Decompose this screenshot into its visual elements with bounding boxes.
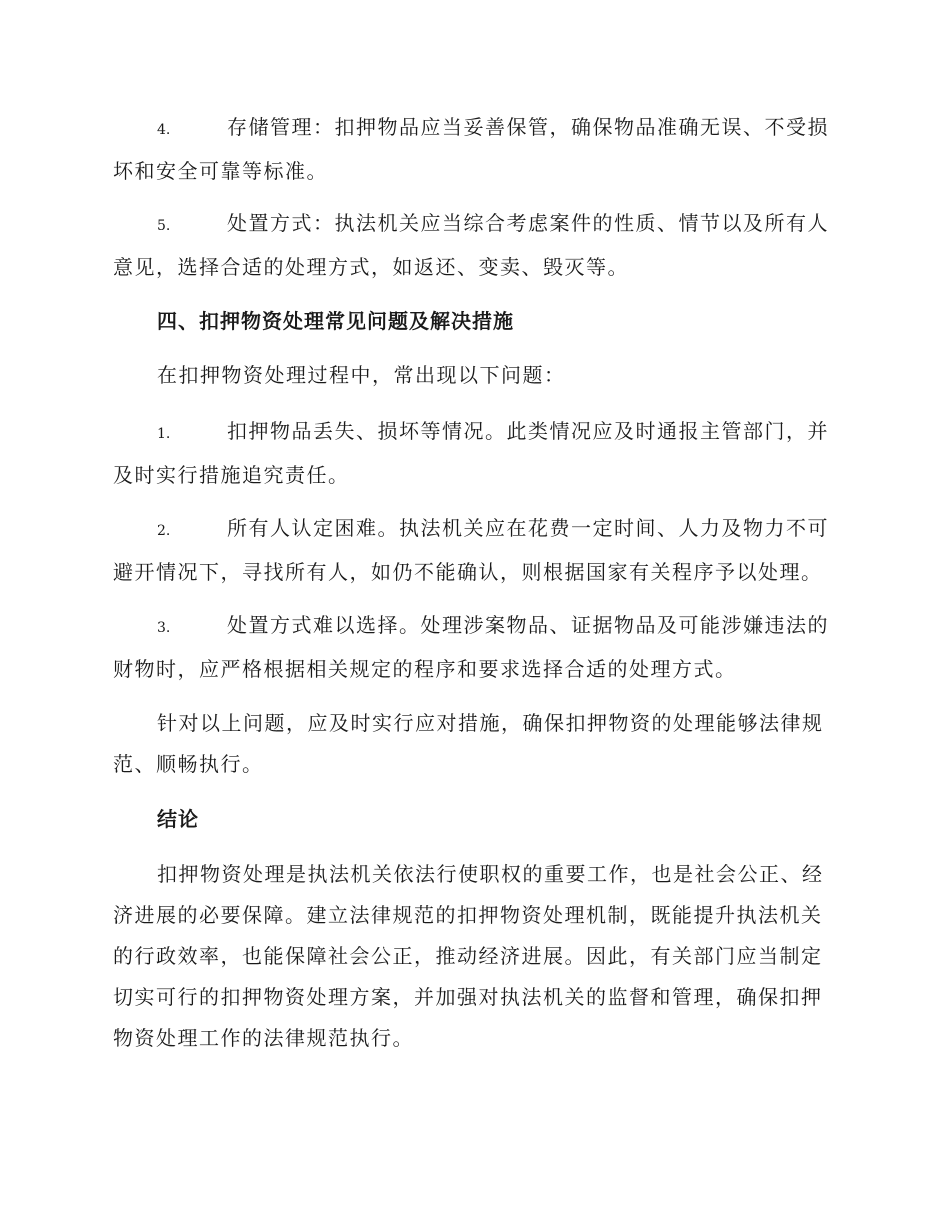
- list-item-text: 存储管理：扣押物品应当妥善保管，确保物品准确无误、不受损坏和安全可靠等标准。: [113, 115, 829, 183]
- problem-item-2: [113, 508, 835, 593]
- conclusion-heading: 结论: [157, 807, 199, 831]
- list-item-text: 所有人认定困难。执法机关应在花费一定时间、人力及物力不可避开情况下，寻找所有人，如仍不能确认，则根据国家有关程序予以处理。: [113, 516, 829, 584]
- list-item-number: 4.: [157, 122, 171, 138]
- list-item-storage: [113, 107, 835, 192]
- section-intro: 在扣押物资处理过程中，常出现以下问题：: [157, 363, 566, 387]
- list-item-number: 2.: [157, 523, 171, 539]
- section-heading: 四、扣押物资处理常见问题及解决措施: [157, 309, 514, 333]
- problem-item-3: [113, 605, 835, 690]
- list-item-text: 处置方式难以选择。处理涉案物品、证据物品及可能涉嫌违法的财物时，应严格根据相关规定的程序和要求选择合适的处理方式。: [113, 613, 829, 681]
- list-item-number: 3.: [157, 620, 171, 636]
- problem-item-1: [113, 411, 835, 496]
- list-item-text: 处置方式：执法机关应当综合考虑案件的性质、情节以及所有人意见，选择合适的处理方式，如返还、变卖、毁灭等。: [113, 211, 829, 279]
- section-summary: 针对以上问题，应及时实行应对措施，确保扣押物资的处理能够法律规范、顺畅执行。: [113, 711, 824, 776]
- list-item-disposal: [113, 203, 835, 288]
- conclusion-text: 扣押物资处理是执法机关依法行使职权的重要工作，也是社会公正、经济进展的必要保障。建立法律规范的扣押物资处理机制，既能提升执法机关的行政效率，也能保障社会公正，推动经济进展。因此，有关部门应当制定切实可行的扣押物资处理方案，并加强对执法机关的监督和管理，确保扣押物资处理工作的法律规范执行。: [113, 862, 824, 1050]
- list-item-text: 扣押物品丢失、损坏等情况。此类情况应及时通报主管部门，并及时实行措施追究责任。: [113, 419, 829, 487]
- list-item-number: 1.: [157, 426, 171, 442]
- list-item-number: 5.: [157, 218, 171, 234]
